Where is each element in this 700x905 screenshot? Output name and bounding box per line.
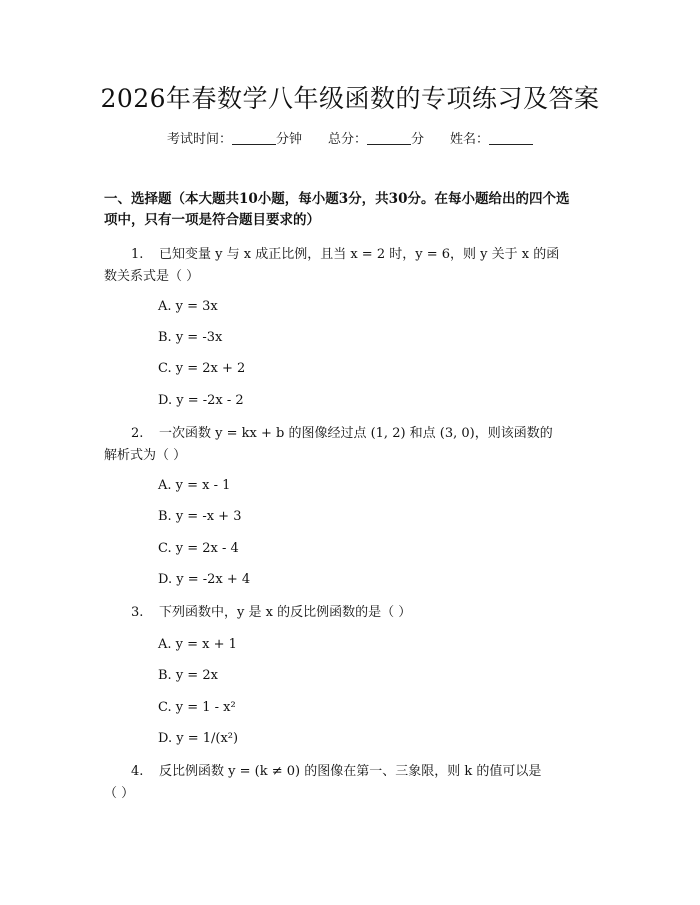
option-2b[interactable]: B. y = -x + 3 xyxy=(158,509,242,524)
option-2a[interactable]: A. y = x - 1 xyxy=(158,478,231,493)
time-unit: 分钟 xyxy=(275,132,302,147)
question-number: 1. xyxy=(131,247,144,262)
exam-info-line xyxy=(0,131,700,149)
section-heading-line2: 项中，只有一项是符合题目要求的） xyxy=(104,212,320,228)
time-blank[interactable] xyxy=(232,132,276,145)
question-text: 反比例函数 y = (k ≠ 0) 的图像在第一、三象限，则 k 的值可以是 xyxy=(159,764,542,779)
page-title: 2026年春数学八年级函数的专项练习及答案 xyxy=(100,84,600,113)
question-text: 已知变量 y 与 x 成正比例，且当 x = 2 时，y = 6，则 y 关于 x 的函 xyxy=(159,247,560,262)
option-1d[interactable]: D. y = -2x - 2 xyxy=(158,393,244,408)
name-label: 姓名： xyxy=(450,132,490,147)
option-3b[interactable]: B. y = 2x xyxy=(158,668,218,683)
question-text: 下列函数中，y 是 x 的反比例函数的是（ ） xyxy=(159,605,412,620)
option-2d[interactable]: D. y = -2x + 4 xyxy=(158,572,251,587)
option-2c[interactable]: C. y = 2x - 4 xyxy=(158,541,239,556)
question-text-cont: 解析式为（ ） xyxy=(104,448,187,463)
question-number: 4. xyxy=(131,764,144,779)
option-1b[interactable]: B. y = -3x xyxy=(158,330,223,345)
score-unit: 分 xyxy=(411,132,425,147)
time-label: 考试时间： xyxy=(166,132,232,147)
score-blank[interactable] xyxy=(367,132,411,145)
option-3d[interactable]: D. y = 1/(x²) xyxy=(158,731,239,746)
option-1a[interactable]: A. y = 3x xyxy=(158,299,218,314)
question-text: 一次函数 y = kx + b 的图像经过点 (1, 2) 和点 (3, 0)，则该函数的 xyxy=(159,426,553,441)
question-number: 2. xyxy=(131,426,144,441)
question-number: 3. xyxy=(131,605,144,620)
question-text-cont: 数关系式是（ ） xyxy=(104,269,200,284)
option-3c[interactable]: C. y = 1 - x² xyxy=(158,700,236,715)
section-heading-line1: 一、选择题（本大题共10小题，每小题3分，共30分。在每小题给出的四个选 xyxy=(104,191,570,207)
name-blank[interactable] xyxy=(489,132,533,145)
option-1c[interactable]: C. y = 2x + 2 xyxy=(158,361,246,376)
score-label: 总分： xyxy=(327,132,367,147)
option-3a[interactable]: A. y = x + 1 xyxy=(158,637,237,652)
section-heading xyxy=(104,189,604,231)
question-text-cont: （ ） xyxy=(104,786,135,801)
